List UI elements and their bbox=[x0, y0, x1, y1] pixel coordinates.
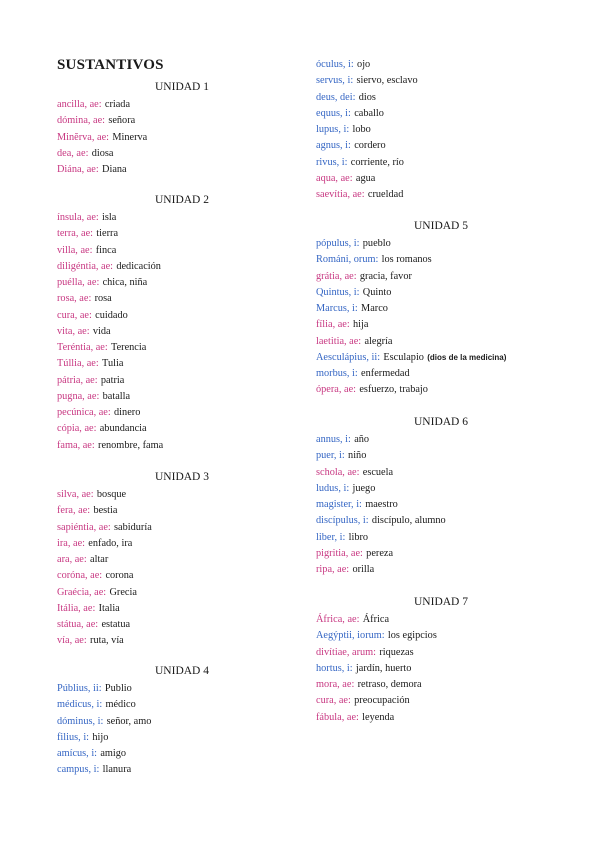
latin-term: Teréntia, ae: bbox=[57, 342, 108, 353]
vocab-entry bbox=[57, 567, 307, 583]
vocab-entry bbox=[316, 512, 566, 528]
latin-term: África, ae: bbox=[316, 614, 360, 625]
latin-term: ira, ae: bbox=[57, 537, 86, 549]
unit-block bbox=[57, 469, 307, 649]
spanish-definition: libro bbox=[348, 531, 369, 543]
spanish-definition: criada bbox=[104, 99, 131, 110]
spanish-definition: África bbox=[362, 614, 390, 625]
spanish-definition: cuidado bbox=[95, 309, 128, 321]
vocab-entry bbox=[316, 89, 566, 105]
latin-term: servus, i: bbox=[316, 75, 354, 87]
spanish-definition: ruta, vía bbox=[90, 635, 124, 647]
vocab-entry bbox=[316, 235, 566, 251]
latin-term: médicus, i: bbox=[57, 699, 103, 711]
vocab-entry bbox=[316, 692, 566, 708]
vocab-entry bbox=[316, 316, 566, 332]
vocab-entry bbox=[57, 420, 307, 436]
vocab-entry bbox=[316, 251, 566, 267]
latin-term: dómina, ae: bbox=[57, 115, 106, 127]
vocab-entry bbox=[57, 242, 307, 258]
spanish-definition: Esculapio bbox=[383, 351, 424, 363]
vocab-entry bbox=[316, 365, 566, 381]
spanish-definition: agua bbox=[355, 172, 376, 184]
latin-term: ínsula, ae: bbox=[57, 212, 99, 223]
vocab-entry bbox=[57, 274, 307, 290]
latin-term: aqua, ae: bbox=[316, 172, 353, 184]
spanish-definition: riquezas bbox=[379, 646, 414, 658]
latin-term: sapiéntia, ae: bbox=[57, 521, 111, 533]
unit-block bbox=[316, 594, 566, 725]
vocab-entry bbox=[57, 632, 307, 648]
spanish-definition: pueblo bbox=[362, 238, 391, 249]
latin-term: vía, ae: bbox=[57, 635, 87, 647]
vocab-entry bbox=[316, 105, 566, 121]
latin-term: terra, ae: bbox=[57, 228, 94, 240]
latin-term: schola, ae: bbox=[316, 466, 360, 478]
unit-block bbox=[57, 79, 307, 177]
spanish-definition: gracia, favor bbox=[359, 270, 412, 282]
vocab-entry bbox=[316, 496, 566, 512]
latin-term: pópulus, i: bbox=[316, 238, 360, 249]
vocab-entry bbox=[316, 660, 566, 676]
latin-term: Graécia, ae: bbox=[57, 586, 107, 598]
latin-term: filius, i: bbox=[57, 731, 90, 743]
latin-term: mora, ae: bbox=[316, 679, 355, 690]
vocab-entry bbox=[57, 145, 307, 161]
vocab-entry bbox=[57, 584, 307, 600]
vocab-entry bbox=[316, 561, 566, 577]
spanish-definition: tierra bbox=[96, 228, 119, 240]
latin-term: campus, i: bbox=[57, 764, 100, 776]
spanish-definition: Diana bbox=[102, 164, 127, 175]
vocab-entry bbox=[57, 404, 307, 420]
latin-term: coróna, ae: bbox=[57, 570, 103, 582]
latin-term: cura, ae: bbox=[316, 695, 351, 707]
unit-block bbox=[316, 218, 566, 398]
spanish-definition: bosque bbox=[96, 489, 127, 500]
vocab-entry bbox=[57, 519, 307, 535]
spanish-definition: los romanos bbox=[381, 254, 432, 266]
spanish-definition: corona bbox=[105, 570, 134, 582]
spanish-definition: amigo bbox=[100, 748, 127, 759]
latin-term: óculus, i: bbox=[316, 59, 354, 70]
unit-heading: UNIDAD 7 bbox=[414, 596, 468, 608]
vocab-entry bbox=[316, 676, 566, 692]
latin-term: liber, i: bbox=[316, 531, 346, 543]
spanish-definition: año bbox=[354, 434, 370, 445]
latin-term: ludus, i: bbox=[316, 482, 350, 494]
vocab-entry bbox=[316, 154, 566, 170]
latin-term: lupus, i: bbox=[316, 124, 350, 135]
spanish-definition: los egipcios bbox=[387, 630, 437, 642]
spanish-definition: crueldad bbox=[367, 189, 404, 200]
vocab-entry bbox=[57, 437, 307, 453]
spanish-definition: niño bbox=[348, 450, 367, 462]
latin-term: agnus, i: bbox=[316, 140, 351, 152]
spanish-definition: Tulia bbox=[102, 358, 124, 370]
vocab-entry bbox=[316, 333, 566, 349]
spanish-definition: orilla bbox=[352, 564, 375, 575]
vocab-entry bbox=[316, 72, 566, 88]
spanish-definition: enfermedad bbox=[361, 368, 410, 379]
latin-term: fama, ae: bbox=[57, 439, 95, 451]
latin-term: ara, ae: bbox=[57, 554, 87, 565]
spanish-definition: lobo bbox=[352, 124, 371, 135]
vocab-entry bbox=[57, 745, 307, 761]
unit-block bbox=[316, 414, 566, 577]
unit-block bbox=[316, 56, 566, 202]
latin-term: amícus, i: bbox=[57, 748, 98, 759]
vocab-entry bbox=[57, 729, 307, 745]
latin-term: Quintus, i: bbox=[316, 286, 360, 298]
spanish-definition: enfado, ira bbox=[88, 537, 133, 549]
latin-term: laetitia, ae: bbox=[316, 335, 362, 347]
spanish-definition: discípulo, alumno bbox=[371, 515, 446, 527]
spanish-definition: preocupación bbox=[354, 695, 410, 707]
vocab-entry bbox=[316, 627, 566, 643]
vocab-entry bbox=[316, 545, 566, 561]
latin-term: annus, i: bbox=[316, 434, 351, 445]
spanish-definition: vida bbox=[92, 325, 111, 337]
spanish-definition: retraso, demora bbox=[357, 679, 422, 690]
spanish-definition: alegría bbox=[364, 335, 393, 347]
latin-term: silva, ae: bbox=[57, 489, 94, 500]
spanish-definition: maestro bbox=[365, 499, 398, 510]
vocab-entry bbox=[316, 349, 566, 365]
latin-term: státua, ae: bbox=[57, 619, 99, 630]
unit-heading: UNIDAD 5 bbox=[414, 220, 468, 232]
unit-heading: UNIDAD 3 bbox=[155, 471, 209, 483]
spanish-definition: leyenda bbox=[362, 711, 395, 723]
vocab-entry bbox=[57, 307, 307, 323]
vocab-entry bbox=[57, 161, 307, 177]
latin-term: hortus, i: bbox=[316, 662, 353, 674]
unit-heading: UNIDAD 1 bbox=[155, 81, 209, 93]
spanish-definition: señor, amo bbox=[106, 715, 152, 727]
vocab-entry bbox=[316, 300, 566, 316]
vocab-entry bbox=[57, 600, 307, 616]
vocab-entry bbox=[316, 268, 566, 284]
latin-term: fábula, ae: bbox=[316, 711, 359, 723]
latin-term: puer, i: bbox=[316, 450, 345, 462]
vocab-entry bbox=[316, 170, 566, 186]
spanish-definition: Publio bbox=[104, 683, 132, 694]
spanish-definition: isla bbox=[102, 212, 117, 223]
vocab-entry bbox=[316, 284, 566, 300]
spanish-definition: Minerva bbox=[112, 131, 148, 143]
vocab-entry bbox=[57, 388, 307, 404]
vocab-entry bbox=[57, 713, 307, 729]
spanish-definition: médico bbox=[105, 699, 136, 711]
vocab-entry bbox=[57, 258, 307, 274]
latin-term: villa, ae: bbox=[57, 244, 93, 256]
spanish-definition: escuela bbox=[362, 466, 394, 478]
spanish-definition: juego bbox=[352, 482, 376, 494]
vocab-entry bbox=[316, 447, 566, 463]
latin-term: ancilla, ae: bbox=[57, 99, 102, 110]
definition-note: (dios de la medicina) bbox=[427, 352, 507, 362]
latin-term: grátia, ae: bbox=[316, 270, 357, 282]
spanish-definition: cordero bbox=[354, 140, 386, 152]
latin-term: equus, i: bbox=[316, 107, 351, 119]
vocab-entry bbox=[57, 551, 307, 567]
vocab-entry bbox=[57, 761, 307, 777]
latin-term: rosa, ae: bbox=[57, 293, 92, 305]
latin-term: dea, ae: bbox=[57, 147, 89, 159]
vocab-entry bbox=[57, 290, 307, 306]
spanish-definition: Terencia bbox=[111, 342, 147, 353]
vocab-entry bbox=[57, 696, 307, 712]
unit-heading: UNIDAD 6 bbox=[414, 416, 468, 428]
spanish-definition: batalla bbox=[102, 390, 131, 402]
spanish-definition: pereza bbox=[366, 547, 394, 559]
vocab-entry bbox=[316, 137, 566, 153]
latin-term: Públius, ii: bbox=[57, 683, 102, 694]
latin-term: Diána, ae: bbox=[57, 164, 99, 175]
vocab-entry bbox=[316, 431, 566, 447]
spanish-definition: corriente, río bbox=[350, 156, 404, 168]
latin-term: discípulus, i: bbox=[316, 515, 369, 527]
latin-term: Minĕrva, ae: bbox=[57, 131, 110, 143]
spanish-definition: señora bbox=[108, 115, 136, 127]
vocab-entry bbox=[316, 381, 566, 397]
spanish-definition: Quinto bbox=[362, 286, 392, 298]
spanish-definition: renombre, fama bbox=[98, 439, 164, 451]
latin-term: Aegýptii, iorum: bbox=[316, 630, 385, 642]
spanish-definition: esfuerzo, trabajo bbox=[359, 384, 428, 396]
latin-term: divítiae, arum: bbox=[316, 646, 377, 658]
latin-term: diligéntia, ae: bbox=[57, 260, 114, 272]
latin-term: dóminus, i: bbox=[57, 715, 104, 727]
vocab-entry bbox=[57, 535, 307, 551]
latin-term: pigritia, ae: bbox=[316, 547, 363, 559]
vocab-entry bbox=[316, 480, 566, 496]
spanish-definition: hijo bbox=[92, 731, 109, 743]
latin-term: pugna, ae: bbox=[57, 390, 100, 402]
latin-term: Aesculápius, ii: bbox=[316, 351, 381, 363]
spanish-definition: estatua bbox=[101, 619, 131, 630]
spanish-definition: llanura bbox=[102, 764, 132, 776]
vocab-entry bbox=[316, 709, 566, 725]
spanish-definition: bestia bbox=[93, 505, 118, 517]
latin-term: morbus, i: bbox=[316, 368, 358, 379]
spanish-definition: Grecia bbox=[109, 586, 137, 598]
latin-term: Túllia, ae: bbox=[57, 358, 99, 370]
spanish-definition: abundancia bbox=[99, 423, 147, 435]
vocab-entry bbox=[57, 486, 307, 502]
vocab-entry bbox=[57, 355, 307, 371]
latin-term: Itália, ae: bbox=[57, 602, 96, 614]
spanish-definition: patria bbox=[100, 374, 125, 386]
vocab-entry bbox=[57, 225, 307, 241]
latin-term: cópia, ae: bbox=[57, 423, 97, 435]
spanish-definition: Italia bbox=[98, 602, 120, 614]
spanish-definition: rosa bbox=[94, 293, 112, 305]
latin-term: pátria, ae: bbox=[57, 374, 98, 386]
latin-term: rivus, i: bbox=[316, 156, 348, 168]
unit-block bbox=[57, 192, 307, 453]
spanish-definition: siervo, esclavo bbox=[356, 75, 418, 87]
vocab-entry bbox=[316, 464, 566, 480]
latin-term: fília, ae: bbox=[316, 319, 350, 331]
spanish-definition: altar bbox=[90, 554, 109, 565]
spanish-definition: sabiduría bbox=[114, 521, 152, 533]
spanish-definition: finca bbox=[95, 244, 117, 256]
spanish-definition: dios bbox=[358, 91, 376, 103]
vocab-entry bbox=[57, 680, 307, 696]
spanish-definition: hija bbox=[353, 319, 369, 331]
latin-term: puélla, ae: bbox=[57, 277, 100, 288]
vocab-entry bbox=[57, 209, 307, 225]
vocab-entry bbox=[57, 323, 307, 339]
spanish-definition: caballo bbox=[354, 107, 384, 119]
latin-term: fera, ae: bbox=[57, 505, 91, 517]
vocab-entry bbox=[316, 121, 566, 137]
vocab-entry bbox=[316, 611, 566, 627]
document-title: SUSTANTIVOS bbox=[57, 57, 164, 73]
unit-block bbox=[57, 663, 307, 778]
vocab-entry bbox=[316, 56, 566, 72]
latin-term: magister, i: bbox=[316, 499, 362, 510]
unit-heading: UNIDAD 2 bbox=[155, 194, 209, 206]
latin-term: cura, ae: bbox=[57, 309, 92, 321]
spanish-definition: diosa bbox=[91, 147, 114, 159]
latin-term: ópera, ae: bbox=[316, 384, 357, 396]
latin-term: Románi, orum: bbox=[316, 254, 379, 266]
vocab-entry bbox=[316, 644, 566, 660]
spanish-definition: jardín, huerto bbox=[355, 662, 412, 674]
spanish-definition: ojo bbox=[357, 59, 371, 70]
spanish-definition: dedicación bbox=[116, 260, 161, 272]
spanish-definition: dinero bbox=[114, 407, 141, 418]
vocab-entry bbox=[57, 96, 307, 112]
latin-term: pecúnica, ae: bbox=[57, 407, 111, 418]
spanish-definition: chica, niña bbox=[102, 277, 148, 288]
latin-term: Marcus, i: bbox=[316, 303, 358, 314]
vocab-entry bbox=[57, 339, 307, 355]
unit-heading: UNIDAD 4 bbox=[155, 665, 209, 677]
latin-term: vita, ae: bbox=[57, 325, 90, 337]
vocab-entry bbox=[57, 112, 307, 128]
vocab-entry bbox=[316, 529, 566, 545]
vocab-entry bbox=[57, 372, 307, 388]
vocab-entry bbox=[57, 616, 307, 632]
latin-term: ripa, ae: bbox=[316, 564, 350, 575]
latin-term: deus, dei: bbox=[316, 91, 356, 103]
vocab-entry bbox=[57, 502, 307, 518]
vocab-entry bbox=[316, 186, 566, 202]
spanish-definition: Marco bbox=[361, 303, 388, 314]
vocab-entry bbox=[57, 129, 307, 145]
latin-term: saevítia, ae: bbox=[316, 189, 365, 200]
